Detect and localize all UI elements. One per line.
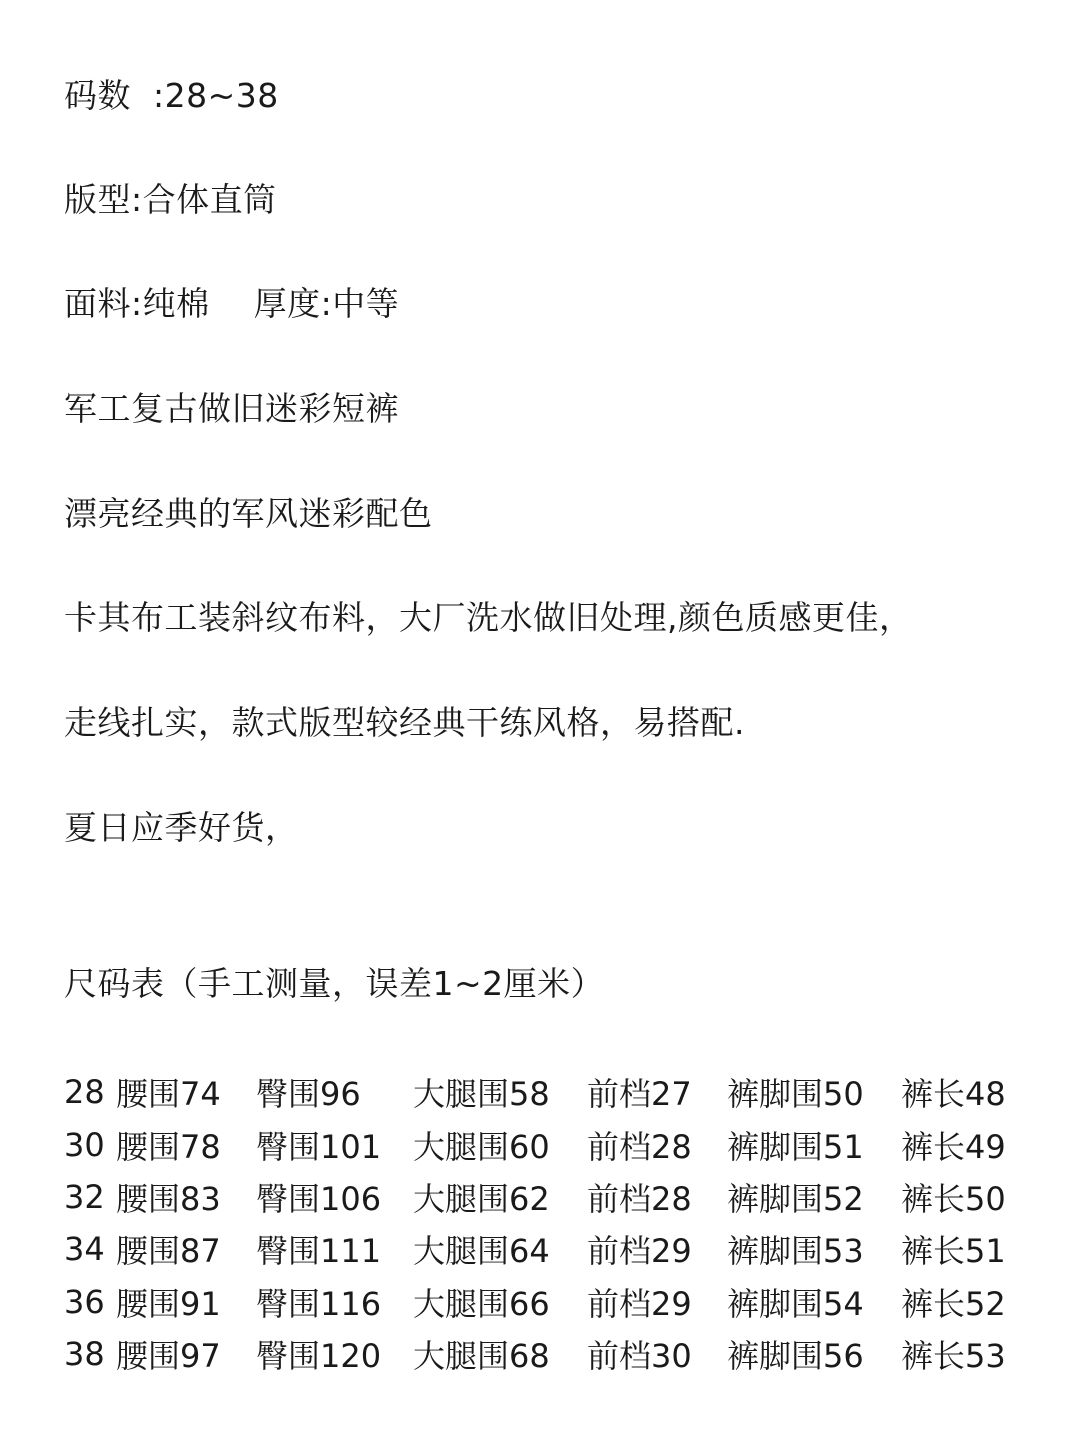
table-row xyxy=(64,1171,1011,1223)
front-rise-cell: 前档28 xyxy=(587,1179,692,1218)
size-cell: 30 xyxy=(64,1125,105,1164)
hip-cell: 臀围120 xyxy=(256,1337,382,1376)
waist-cell: 腰围74 xyxy=(116,1075,221,1114)
waist-cell: 腰围83 xyxy=(116,1179,221,1218)
size-cell: 38 xyxy=(64,1335,105,1374)
description-line-1: 漂亮经典的军风迷彩配色 xyxy=(64,494,433,533)
hip-cell: 臀围96 xyxy=(256,1075,361,1114)
leg-opening-cell: 裤脚围54 xyxy=(727,1284,864,1323)
thigh-cell: 大腿围68 xyxy=(413,1337,550,1376)
size-range-text: 码数 :28~38 xyxy=(64,76,279,115)
table-row xyxy=(64,1223,1011,1275)
thigh-cell: 大腿围60 xyxy=(413,1127,550,1166)
hip-cell: 臀围111 xyxy=(256,1232,382,1271)
description-line-4: 夏日应季好货， xyxy=(64,808,299,847)
table-row xyxy=(64,1066,1011,1118)
waist-cell: 腰围87 xyxy=(116,1232,221,1271)
table-row xyxy=(64,1328,1011,1380)
fit-text: 版型:合体直筒 xyxy=(64,180,277,219)
size-table xyxy=(64,1066,1011,1380)
leg-opening-cell: 裤脚围53 xyxy=(727,1232,864,1271)
leg-opening-cell: 裤脚围51 xyxy=(727,1127,864,1166)
length-cell: 裤长49 xyxy=(901,1127,1006,1166)
thigh-cell: 大腿围64 xyxy=(413,1232,550,1271)
length-cell: 裤长48 xyxy=(901,1075,1006,1114)
length-cell: 裤长51 xyxy=(901,1232,1006,1271)
waist-cell: 腰围97 xyxy=(116,1337,221,1376)
size-cell: 34 xyxy=(64,1230,105,1269)
thigh-cell: 大腿围58 xyxy=(413,1075,550,1114)
length-cell: 裤长52 xyxy=(901,1284,1006,1323)
waist-cell: 腰围91 xyxy=(116,1284,221,1323)
waist-cell: 腰围78 xyxy=(116,1127,221,1166)
table-row xyxy=(64,1118,1011,1170)
leg-opening-cell: 裤脚围56 xyxy=(727,1337,864,1376)
front-rise-cell: 前档28 xyxy=(587,1127,692,1166)
thigh-cell: 大腿围66 xyxy=(413,1284,550,1323)
fabric-text: 面料:纯棉 厚度:中等 xyxy=(64,284,400,323)
hip-cell: 臀围116 xyxy=(256,1284,382,1323)
length-cell: 裤长53 xyxy=(901,1337,1006,1376)
size-cell: 32 xyxy=(64,1177,105,1216)
length-cell: 裤长50 xyxy=(901,1179,1006,1218)
description-line-3: 走线扎实，款式版型较经典干练风格，易搭配. xyxy=(64,703,745,742)
description-line-2: 卡其布工装斜纹布料，大厂洗水做旧处理,颜色质感更佳， xyxy=(64,598,913,637)
table-row xyxy=(64,1276,1011,1328)
product-title: 军工复古做旧迷彩短裤 xyxy=(64,389,399,428)
leg-opening-cell: 裤脚围52 xyxy=(727,1179,864,1218)
hip-cell: 臀围101 xyxy=(256,1127,382,1166)
hip-cell: 臀围106 xyxy=(256,1179,382,1218)
front-rise-cell: 前档30 xyxy=(587,1337,692,1376)
leg-opening-cell: 裤脚围50 xyxy=(727,1075,864,1114)
size-cell: 28 xyxy=(64,1073,105,1112)
thigh-cell: 大腿围62 xyxy=(413,1179,550,1218)
front-rise-cell: 前档27 xyxy=(587,1075,692,1114)
size-table-heading: 尺码表（手工测量，误差1~2厘米） xyxy=(64,964,605,1003)
size-cell: 36 xyxy=(64,1282,105,1321)
front-rise-cell: 前档29 xyxy=(587,1232,692,1271)
front-rise-cell: 前档29 xyxy=(587,1284,692,1323)
